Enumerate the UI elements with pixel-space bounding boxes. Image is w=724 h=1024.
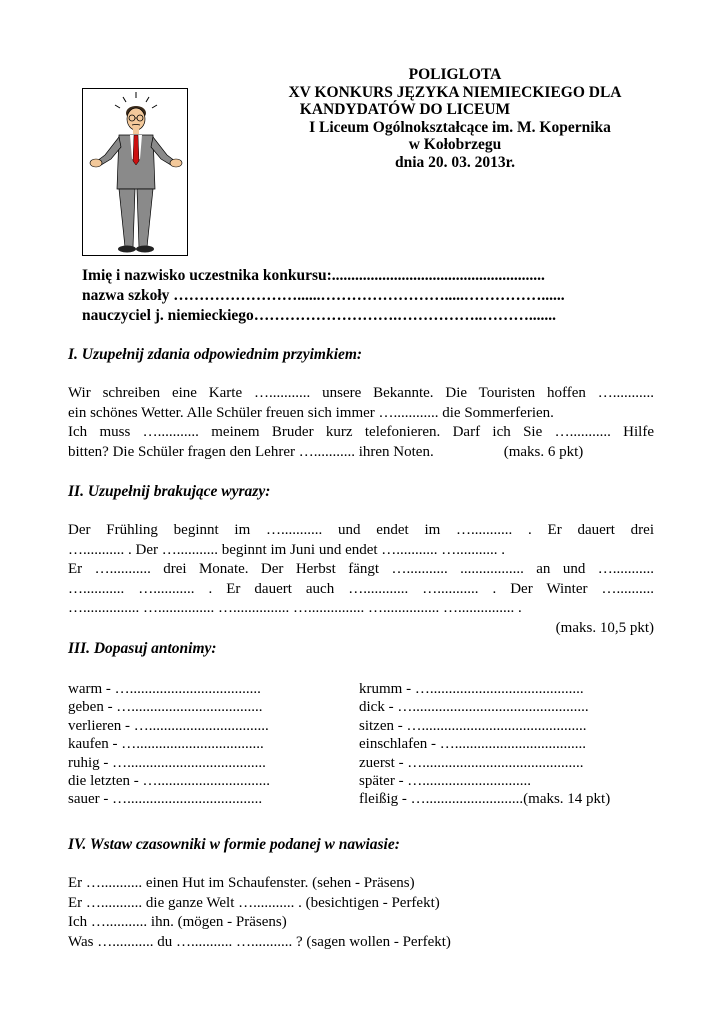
section-1-line-2: ein schönes Wetter. Alle Schüler freuen sich immer …............ die Sommerferien. xyxy=(68,404,554,421)
section-1-title: I. Uzupełnij zdania odpowiednim przyimkiem: xyxy=(68,346,363,363)
section-3-title: III. Dopasuj antonimy: xyxy=(68,640,217,657)
section-4-line-4: Was …........... du …........... …........... ? (sagen wollen - Perfekt) xyxy=(68,933,451,950)
section-2-points: (maks. 10,5 pkt) xyxy=(555,619,654,636)
header-line-2: XV KONKURS JĘZYKA NIEMIECKIEGO DLA xyxy=(288,83,622,101)
antonym-left-3: verlieren - …................................ xyxy=(68,717,269,734)
antonym-left-5: ruhig - …..................................... xyxy=(68,754,266,771)
antonyms-right-column xyxy=(359,680,610,809)
antonym-left-7: sauer - ….................................... xyxy=(68,791,263,808)
antonym-right-6: später - …............................. xyxy=(359,773,532,790)
teacher-illustration xyxy=(82,88,188,256)
section-2-line-2: …........... . Der …........... beginnt im Juni und endet …........... …........... . xyxy=(68,541,506,558)
header-line-1: POLIGLOTA xyxy=(408,66,502,83)
antonym-left-6: die letzten - ….............................. xyxy=(68,773,271,790)
antonyms-left-column xyxy=(68,680,270,809)
section-2-title: II. Uzupełnij brakujące wyrazy: xyxy=(68,483,271,500)
section-4-title: IV. Wstaw czasowniki w formie podanej w nawiasie: xyxy=(68,836,400,853)
header-line-3: KANDYDATÓW DO LICEUM xyxy=(299,101,511,119)
antonym-left-1: warm - …................................... xyxy=(68,681,261,697)
section-4-line-3: Ich …........... ihn. (mögen - Präsens) xyxy=(68,914,287,931)
section-4-text xyxy=(68,874,451,952)
antonym-right-7: fleißig - …..........................(maks. 14 pkt) xyxy=(359,791,611,808)
antonym-right-1: krumm - …......................................... xyxy=(359,681,584,697)
section-1-line-1: Wir schreiben eine Karte …........... unsere Bekannte. Die Touristen hoffen …........... xyxy=(68,385,654,401)
section-1-points: (maks. 6 pkt) xyxy=(503,443,584,460)
section-4-line-1: Er …........... einen Hut im Schaufenster. (sehen - Präsens) xyxy=(68,875,415,891)
participant-info xyxy=(82,266,565,326)
teacher-figure-icon xyxy=(83,89,188,256)
section-2-line-1: Der Frühling beginnt im …........... und endet im …........... . Er dauert drei xyxy=(68,522,654,538)
contest-header xyxy=(240,66,670,172)
teacher-name-field[interactable]: nauczyciel j. niemieckiego……………………….……………..………....... xyxy=(82,307,556,324)
section-2-line-3: Er …........... drei Monate. Der Herbst fängt …........... ................. an und …........... xyxy=(68,561,654,578)
antonym-right-5: zuerst - …........................................... xyxy=(359,754,584,771)
antonym-right-2: dick - …............................................... xyxy=(359,699,589,716)
section-1-line-3: Ich muss …........... meinem Bruder kurz telefonieren. Darf ich Sie …........... Hilfe xyxy=(68,424,654,441)
participant-name-field[interactable]: Imię i nazwisko uczestnika konkursu:....................................................... xyxy=(82,267,545,284)
section-1-last-sentence: bitten? Die Schüler fragen den Lehrer …........... ihren Noten. xyxy=(68,443,434,460)
section-1-text xyxy=(68,384,654,462)
antonym-right-3: sitzen - …............................................ xyxy=(359,717,587,734)
section-2-line-5: …............... …............... …............... …............... …............... …............... . xyxy=(68,600,522,617)
section-1-line-4 xyxy=(68,443,654,463)
section-2-line-4: …........... …........... . Er dauert auch …............ …........... . Der Winter ….......... xyxy=(68,580,654,597)
section-2-text xyxy=(68,521,654,639)
header-line-5: w Kołobrzegu xyxy=(408,136,502,154)
school-name-field[interactable]: nazwa szkoły ……………………......…………………….....……………...... xyxy=(82,287,565,304)
antonym-left-4: kaufen - ….................................. xyxy=(68,736,264,753)
antonym-left-2: geben - …................................... xyxy=(68,699,263,716)
header-line-4: I Liceum Ogólnokształcące im. M. Kopernika xyxy=(309,118,611,136)
antonym-right-4: einschlafen - …................................... xyxy=(359,736,587,753)
section-4-line-2: Er …........... die ganze Welt …........... . (besichtigen - Perfekt) xyxy=(68,894,440,911)
header-line-6: dnia 20. 03. 2013r. xyxy=(394,153,515,171)
